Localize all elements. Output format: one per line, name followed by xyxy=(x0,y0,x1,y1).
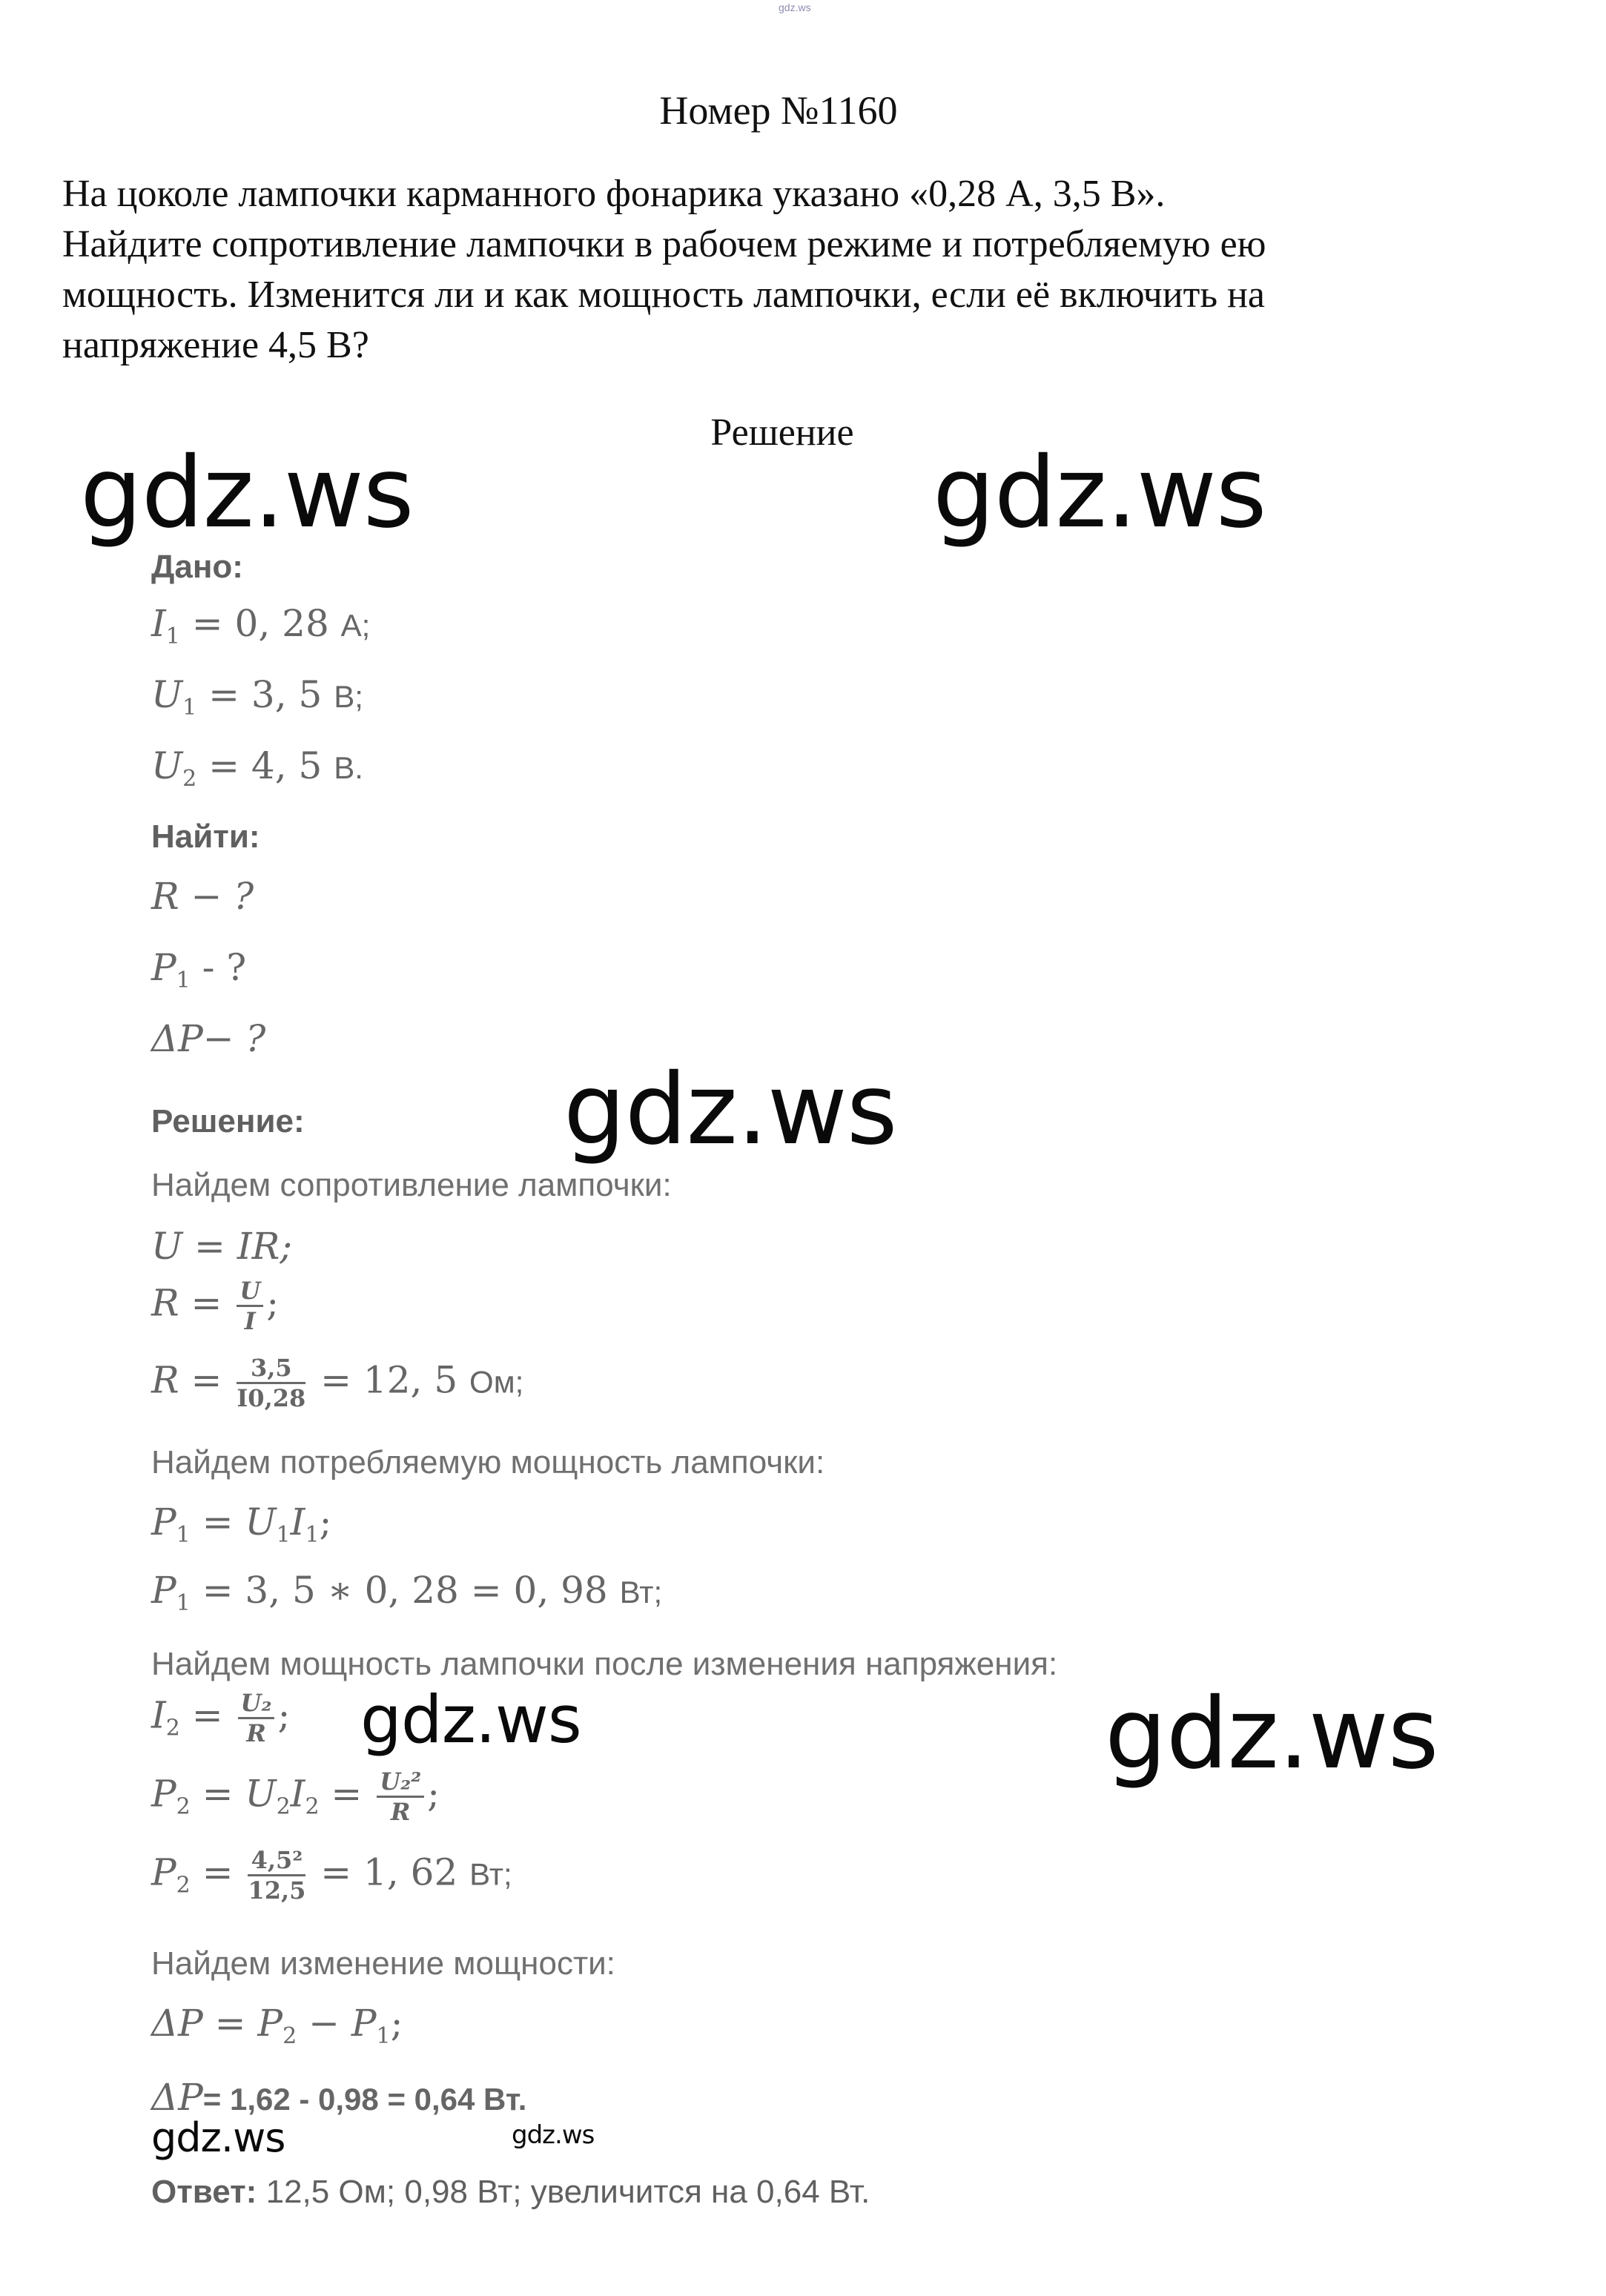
watermark: gdz.ws xyxy=(512,2120,595,2150)
watermark: gdz.ws xyxy=(80,436,414,550)
power-change-calc: ΔP= 1,62 - 0,98 = 0,64 Вт. xyxy=(151,2076,527,2119)
power-change-formula: $\Delta P = P_2 - P_1$; xyxy=(151,2002,403,2049)
page-title: Номер №1160 xyxy=(659,88,898,133)
find-resistance: R − ? xyxy=(151,875,254,918)
find-label: Найти: xyxy=(151,818,260,855)
find-power: $P_1$ - ? xyxy=(151,946,247,993)
given-label: Дано: xyxy=(151,549,243,585)
solution-heading: Решение xyxy=(710,411,854,454)
power-formula: $P_1 = U_1I_1$; xyxy=(151,1501,332,1548)
watermark: gdz.ws xyxy=(933,436,1266,550)
resistance-calc: R = $\frac{3,5}{I0,28}$ = 12, 5 Ом; xyxy=(151,1354,524,1412)
watermark: gdz.ws xyxy=(151,2114,285,2161)
given-current: $I_1 = 0$, 28 А; xyxy=(151,602,371,649)
step-text: Найдем мощность лампочки после изменения напряжения: xyxy=(151,1646,1058,1682)
problem-line: Найдите сопротивление лампочки в рабочем режиме и потребляемую ею xyxy=(62,223,1266,265)
watermark: gdz.ws xyxy=(564,1053,897,1167)
current-2-formula: $I_2$ = $\frac{\text{U₂}}{R}$ ; xyxy=(151,1689,291,1747)
answer: Ответ: 12,5 Ом; 0,98 Вт; увеличится на 0,64 Вт. xyxy=(151,2174,870,2210)
watermark: gdz.ws xyxy=(360,1681,581,1758)
power-2-formula: $P_2 = U_2I_2$ = $\frac{\text{U₂²}}{R}$ ; xyxy=(151,1767,440,1826)
given-voltage-2: $U_2 = 4$, 5 В. xyxy=(151,744,363,792)
power-calc: $P_1 = 3$, 5 ∗ 0, 28 = 0, 98 Вт; xyxy=(151,1569,663,1616)
problem-line: мощность. Изменится ли и как мощность лампочки, если её включить на xyxy=(62,274,1265,316)
problem-statement xyxy=(62,169,1530,371)
top-watermark: gdz.ws xyxy=(779,1,811,13)
solution-label: Решение: xyxy=(151,1103,305,1139)
find-power-change: ΔP− ? xyxy=(151,1017,266,1060)
watermark: gdz.ws xyxy=(1105,1677,1438,1791)
ohm-law: U = IR; xyxy=(151,1225,293,1268)
problem-line: На цоколе лампочки карманного фонарика указано «0,28 А, 3,5 В». xyxy=(62,173,1166,215)
step-text: Найдем сопротивление лампочки: xyxy=(151,1167,672,1203)
power-2-calc: $P_2$ = $\frac{\text{4,5²}}{12,5}$ = 1, 62 Вт; xyxy=(151,1846,512,1905)
resistance-formula: R = $\frac{U}{I}$ ; xyxy=(151,1277,280,1335)
step-text: Найдем потребляемую мощность лампочки: xyxy=(151,1444,825,1481)
given-voltage-1: $U_1 = 3$, 5 В; xyxy=(151,673,363,721)
step-text: Найдем изменение мощности: xyxy=(151,1945,615,1982)
problem-line: напряжение 4,5 В? xyxy=(62,324,369,366)
